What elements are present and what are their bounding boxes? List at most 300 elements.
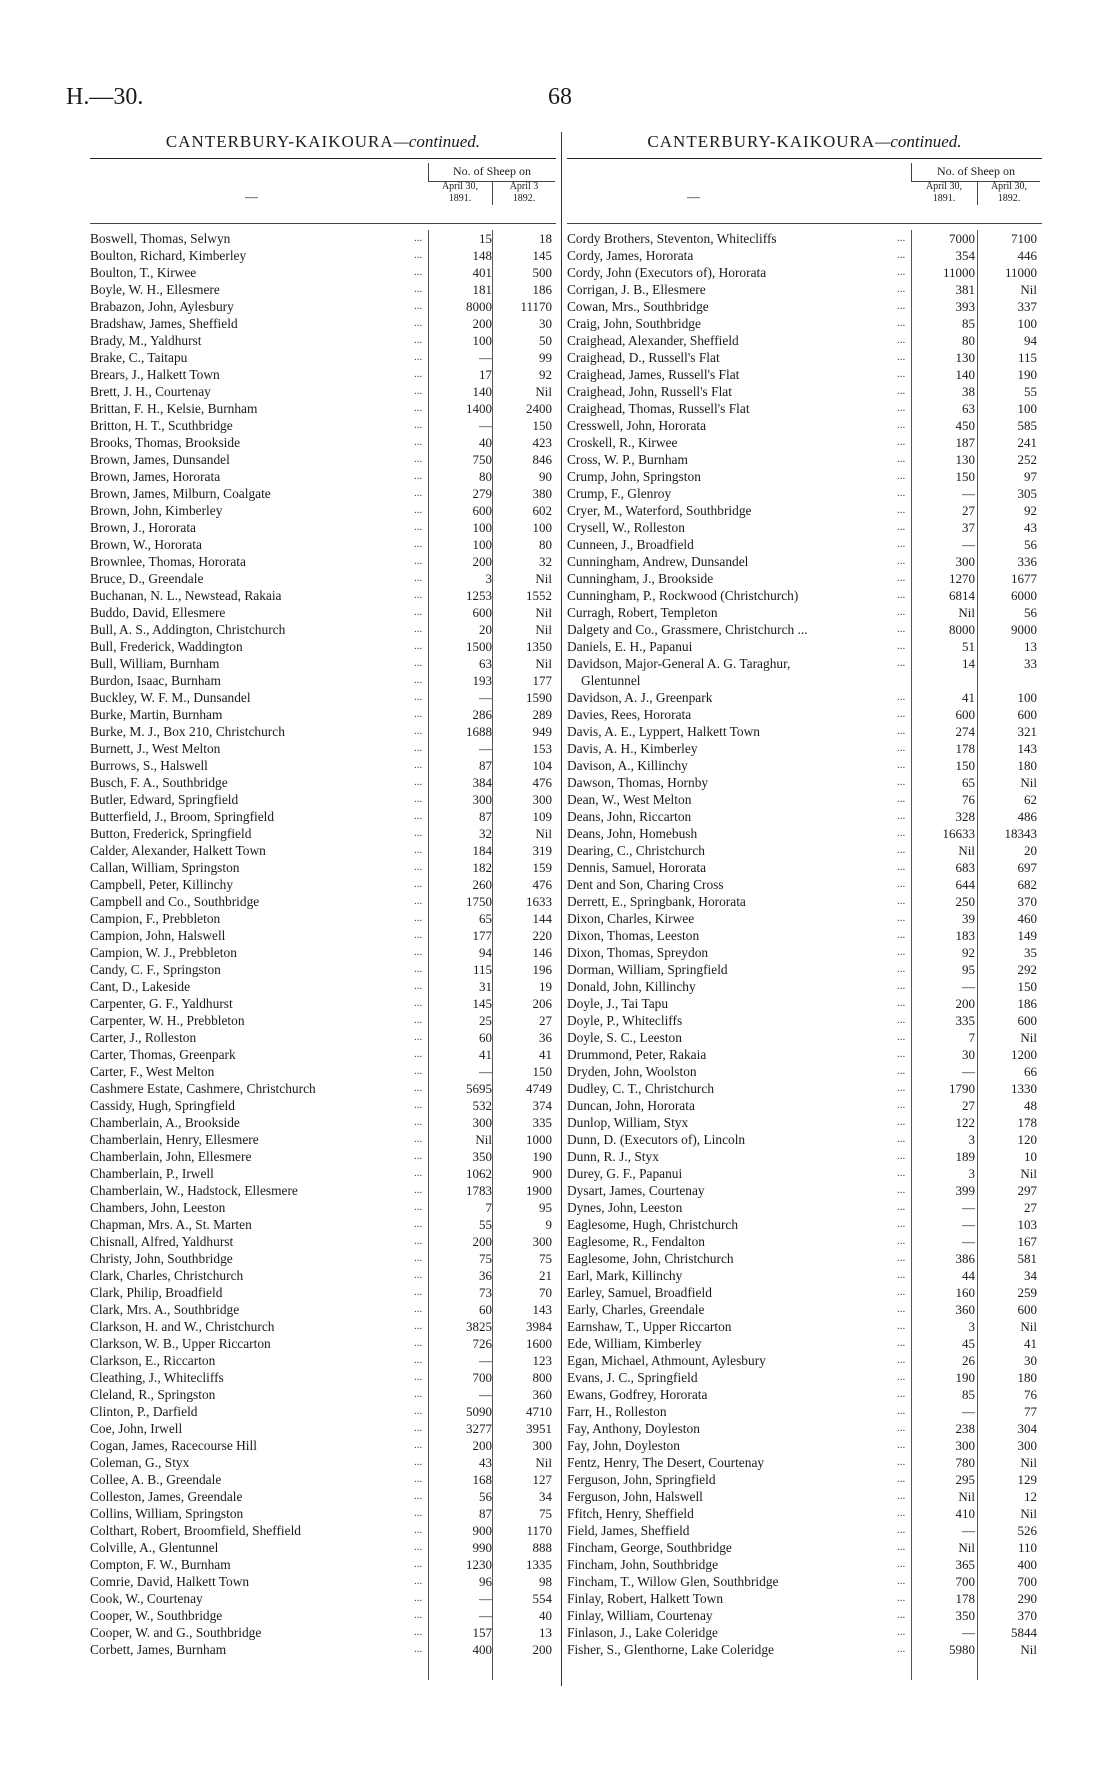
- owner-name: Davison, A., Killinchy: [567, 758, 688, 773]
- owner-name: Dean, W., West Melton: [567, 792, 692, 807]
- owner-name: Dryden, John, Woolston: [567, 1064, 697, 1079]
- sheep-count-1892: 1335: [526, 1557, 552, 1572]
- owner-name: Craighead, James, Russell's Flat: [567, 367, 740, 382]
- right-table-body: [567, 230, 1042, 1658]
- table-row: [567, 1148, 1042, 1165]
- sheep-count-1891: 140: [472, 384, 492, 399]
- sheep-count-1891: 200: [472, 1438, 492, 1453]
- leader-dots: ...: [897, 623, 906, 635]
- sheep-count-1891: —: [962, 1234, 975, 1249]
- sheep-count-1892: 3951: [526, 1421, 552, 1436]
- right-column-title: [567, 132, 1042, 156]
- leader-dots: ...: [414, 385, 423, 397]
- table-row: [90, 808, 556, 825]
- table-row: [90, 859, 556, 876]
- sheep-count-1891: 26: [962, 1353, 975, 1368]
- owner-name: Campion, W. J., Prebbleton: [90, 945, 237, 960]
- leader-dots: ...: [897, 793, 906, 805]
- sheep-count-1892: 581: [1017, 1251, 1037, 1266]
- leader-dots: ...: [897, 572, 906, 584]
- leader-dots: ...: [897, 708, 906, 720]
- sheep-count-1891: 5980: [949, 1642, 975, 1657]
- left-col1-header: [428, 181, 492, 205]
- sheep-count-1892: 1633: [526, 894, 552, 909]
- table-row: [567, 1335, 1042, 1352]
- leader-dots: ...: [414, 1167, 423, 1179]
- owner-name: Candy, C. F., Springston: [90, 962, 221, 977]
- sheep-count-1892: 1900: [526, 1183, 552, 1198]
- table-row: [90, 1165, 556, 1182]
- sheep-count-1891: 1783: [466, 1183, 492, 1198]
- sheep-count-1891: —: [962, 486, 975, 501]
- leader-dots: ...: [414, 1507, 423, 1519]
- sheep-count-1891: 73: [479, 1285, 492, 1300]
- leader-dots: ...: [414, 589, 423, 601]
- sheep-count-1891: 27: [962, 503, 975, 518]
- owner-name: Brittan, F. H., Kelsie, Burnham: [90, 401, 258, 416]
- leader-dots: ...: [414, 283, 423, 295]
- left-title-main: CANTERBURY-KAIKOURA: [165, 132, 394, 151]
- sheep-count-1891: 145: [472, 996, 492, 1011]
- sheep-count-1892: 13: [1024, 639, 1037, 654]
- leader-dots: ...: [414, 521, 423, 533]
- sheep-count-1892: Nil: [535, 622, 552, 637]
- sheep-count-1891: 1253: [466, 588, 492, 603]
- sheep-count-1892: 400: [1017, 1557, 1037, 1572]
- sheep-count-1892: 800: [532, 1370, 552, 1385]
- sheep-count-1891: 87: [479, 1506, 492, 1521]
- owner-name: Durey, G. F., Papanui: [567, 1166, 683, 1181]
- owner-name: Davis, A. E., Lyppert, Halkett Town: [567, 724, 760, 739]
- table-row: [567, 587, 1042, 604]
- sheep-count-1892: 554: [532, 1591, 552, 1606]
- sheep-count-1892: 297: [1017, 1183, 1037, 1198]
- table-row: [567, 604, 1042, 621]
- leader-dots: ...: [414, 759, 423, 771]
- sheep-count-1892: 292: [1017, 962, 1037, 977]
- sheep-count-1891: 60: [479, 1302, 492, 1317]
- table-row: [567, 230, 1042, 247]
- table-row: [567, 978, 1042, 995]
- table-row: [567, 1590, 1042, 1607]
- owner-name: Clarkson, E., Riccarton: [90, 1353, 216, 1368]
- owner-name: Colleston, James, Greendale: [90, 1489, 243, 1504]
- sheep-count-1892: 18343: [1004, 826, 1037, 841]
- table-row: [90, 366, 556, 383]
- table-row: [567, 519, 1042, 536]
- sheep-count-1891: 85: [962, 316, 975, 331]
- sheep-count-1892: 6000: [1011, 588, 1037, 603]
- sheep-count-1891: 386: [955, 1251, 975, 1266]
- owner-name: Brown, James, Dunsandel: [90, 452, 230, 467]
- table-row: [567, 910, 1042, 927]
- sheep-count-1891: 96: [479, 1574, 492, 1589]
- sheep-count-1891: 187: [955, 435, 975, 450]
- table-row: [90, 553, 556, 570]
- table-row: [90, 332, 556, 349]
- sheep-count-1891: 27: [962, 1098, 975, 1113]
- sheep-count-1892: 300: [532, 792, 552, 807]
- sheep-count-1891: 30: [962, 1047, 975, 1062]
- leader-dots: ...: [897, 419, 906, 431]
- table-row: [90, 995, 556, 1012]
- owner-name: Brears, J., Halkett Town: [90, 367, 220, 382]
- sheep-count-1892: 62: [1024, 792, 1037, 807]
- owner-name: Chamberlain, Henry, Ellesmere: [90, 1132, 259, 1147]
- owner-name: Carter, F., West Melton: [90, 1064, 215, 1079]
- table-row: [567, 1454, 1042, 1471]
- sheep-count-1891: 39: [962, 911, 975, 926]
- leader-dots: ...: [414, 1269, 423, 1281]
- owner-name: Collee, A. B., Greendale: [90, 1472, 222, 1487]
- owner-name: Cant, D., Lakeside: [90, 979, 191, 994]
- table-row: [90, 400, 556, 417]
- sheep-count-1892: 75: [539, 1506, 552, 1521]
- leader-dots: ...: [897, 1048, 906, 1060]
- owner-name: Brett, J. H., Courtenay: [90, 384, 211, 399]
- sheep-count-1892: 11170: [520, 299, 552, 314]
- sheep-count-1892: Nil: [1020, 1642, 1037, 1657]
- owner-name: Cook, W., Courtenay: [90, 1591, 203, 1606]
- sheep-count-1891: 14: [962, 656, 975, 671]
- sheep-count-1892: 252: [1017, 452, 1037, 467]
- leader-dots: ...: [414, 572, 423, 584]
- leader-dots: ...: [897, 929, 906, 941]
- sheep-count-1892: 700: [1017, 1574, 1037, 1589]
- sheep-count-1891: 238: [955, 1421, 975, 1436]
- sheep-count-1891: 7: [968, 1030, 975, 1045]
- table-row: [90, 1403, 556, 1420]
- sheep-count-1892: 92: [539, 367, 552, 382]
- sheep-count-1892: 143: [1017, 741, 1037, 756]
- owner-name: Brabazon, John, Aylesbury: [90, 299, 234, 314]
- owner-name: Clark, Charles, Christchurch: [90, 1268, 244, 1283]
- sheep-count-1892: 104: [532, 758, 552, 773]
- leader-dots: ...: [897, 1201, 906, 1213]
- table-row: [90, 247, 556, 264]
- sheep-count-1892: 300: [1017, 1438, 1037, 1453]
- table-row: [90, 1114, 556, 1131]
- table-row: [567, 1063, 1042, 1080]
- owner-name: Cooper, W. and G., Southbridge: [90, 1625, 262, 1640]
- leader-dots: ...: [897, 555, 906, 567]
- owner-name: Fisher, S., Glenthorne, Lake Coleridge: [567, 1642, 774, 1657]
- owner-name: Earnshaw, T., Upper Riccarton: [567, 1319, 732, 1334]
- sheep-count-1892: 600: [1017, 1302, 1037, 1317]
- sheep-count-1892: 374: [532, 1098, 552, 1113]
- leader-dots: ...: [414, 606, 423, 618]
- leader-dots: ...: [897, 606, 906, 618]
- sheep-count-1892: 1677: [1011, 571, 1037, 586]
- sheep-count-1891: —: [479, 1608, 492, 1623]
- sheep-count-1892: 177: [532, 673, 552, 688]
- table-row: [90, 1318, 556, 1335]
- leader-dots: ...: [897, 1167, 906, 1179]
- sheep-count-1892: 7100: [1011, 231, 1037, 246]
- sheep-count-1892: 446: [1017, 248, 1037, 263]
- leader-dots: ...: [414, 827, 423, 839]
- leader-dots: ...: [414, 317, 423, 329]
- right-title-main: CANTERBURY-KAIKOURA: [647, 132, 876, 151]
- sheep-count-1892: 370: [1017, 1608, 1037, 1623]
- sheep-count-1891: 1062: [466, 1166, 492, 1181]
- leader-dots: ...: [414, 402, 423, 414]
- table-row: [90, 1284, 556, 1301]
- sheep-count-1891: 122: [955, 1115, 975, 1130]
- leader-dots: ...: [414, 1116, 423, 1128]
- owner-name: Dynes, John, Leeston: [567, 1200, 683, 1215]
- sheep-count-1892: 304: [1017, 1421, 1037, 1436]
- table-row: [567, 400, 1042, 417]
- sheep-count-1892: 337: [1017, 299, 1037, 314]
- table-row: [90, 298, 556, 315]
- owner-name: Bull, A. S., Addington, Christchurch: [90, 622, 286, 637]
- leader-dots: ...: [897, 1490, 906, 1502]
- owner-name: Eaglesome, John, Christchurch: [567, 1251, 734, 1266]
- leader-dots: ...: [414, 1286, 423, 1298]
- leader-dots: ...: [414, 1031, 423, 1043]
- right-name-column-header: —: [687, 189, 700, 204]
- sheep-count-1892: 34: [1024, 1268, 1037, 1283]
- owner-name: Brooks, Thomas, Brookside: [90, 435, 241, 450]
- table-row: [90, 825, 556, 842]
- sheep-count-1891: 25: [479, 1013, 492, 1028]
- leader-dots: ...: [897, 1388, 906, 1400]
- sheep-count-1891: 36: [479, 1268, 492, 1283]
- sheep-count-1892: 43: [1024, 520, 1037, 535]
- sheep-count-1891: 95: [962, 962, 975, 977]
- owner-name: Colthart, Robert, Broomfield, Sheffield: [90, 1523, 301, 1538]
- sheep-count-1892: Nil: [535, 826, 552, 841]
- sheep-count-1891: 381: [955, 282, 975, 297]
- leader-dots: ...: [414, 1303, 423, 1315]
- table-row: [90, 1148, 556, 1165]
- leader-dots: ...: [414, 1405, 423, 1417]
- table-row: [567, 808, 1042, 825]
- table-row: [90, 689, 556, 706]
- sheep-count-1892: 476: [532, 877, 552, 892]
- leader-dots: ...: [897, 1592, 906, 1604]
- leader-dots: ...: [897, 1150, 906, 1162]
- sheep-count-1892: 150: [532, 418, 552, 433]
- table-row: [567, 1522, 1042, 1539]
- leader-dots: ...: [414, 1643, 423, 1655]
- sheep-count-1892: 1590: [526, 690, 552, 705]
- table-row: [567, 1097, 1042, 1114]
- sheep-count-1891: —: [479, 1387, 492, 1402]
- table-row: [90, 672, 556, 689]
- sheep-count-1892: 9000: [1011, 622, 1037, 637]
- owner-name: Ewans, Godfrey, Hororata: [567, 1387, 708, 1402]
- sheep-count-1891: 80: [962, 333, 975, 348]
- leader-dots: ...: [414, 1371, 423, 1383]
- owner-name: Campbell and Co., Southbridge: [90, 894, 260, 909]
- sheep-count-1892: 75: [539, 1251, 552, 1266]
- owner-name: Crysell, W., Rolleston: [567, 520, 685, 535]
- owner-name: Bradshaw, James, Sheffield: [90, 316, 238, 331]
- owner-name: Burdon, Isaac, Burnham: [90, 673, 221, 688]
- leader-dots: ...: [414, 1490, 423, 1502]
- sheep-count-1891: 183: [955, 928, 975, 943]
- owner-name: Ffitch, Henry, Sheffield: [567, 1506, 694, 1521]
- owner-name: Eaglesome, R., Fendalton: [567, 1234, 705, 1249]
- leader-dots: ...: [414, 1201, 423, 1213]
- sheep-count-1892: Nil: [1020, 1506, 1037, 1521]
- table-row: [90, 1607, 556, 1624]
- leader-dots: ...: [897, 1286, 906, 1298]
- leader-dots: ...: [897, 997, 906, 1009]
- owner-name: Cogan, James, Racecourse Hill: [90, 1438, 257, 1453]
- table-row: [567, 774, 1042, 791]
- owner-name: Glentunnel: [581, 673, 641, 688]
- sheep-count-1892: 33: [1024, 656, 1037, 671]
- table-row: [567, 944, 1042, 961]
- leader-dots: ...: [897, 470, 906, 482]
- table-row: [567, 315, 1042, 332]
- leader-dots: ...: [414, 997, 423, 1009]
- sheep-count-1892: 3984: [526, 1319, 552, 1334]
- sheep-count-1891: 148: [472, 248, 492, 263]
- leader-dots: ...: [897, 861, 906, 873]
- table-row: [567, 332, 1042, 349]
- sheep-count-1892: Nil: [1020, 1166, 1037, 1181]
- owner-name: Dunn, D. (Executors of), Lincoln: [567, 1132, 746, 1147]
- sheep-count-1891: 683: [955, 860, 975, 875]
- sheep-count-1892: 90: [539, 469, 552, 484]
- sheep-count-1891: 335: [955, 1013, 975, 1028]
- document-reference: H.—30.: [66, 84, 144, 110]
- sheep-count-1892: 56: [1024, 537, 1037, 552]
- sheep-count-1891: 150: [955, 758, 975, 773]
- leader-dots: ...: [897, 1643, 906, 1655]
- leader-dots: ...: [414, 929, 423, 941]
- owner-name: Drummond, Peter, Rakaia: [567, 1047, 707, 1062]
- sheep-count-1892: Nil: [1020, 1030, 1037, 1045]
- owner-name: Finlay, Robert, Halkett Town: [567, 1591, 724, 1606]
- leader-dots: ...: [414, 1592, 423, 1604]
- sheep-count-1891: 200: [472, 316, 492, 331]
- sheep-count-1892: 149: [1017, 928, 1037, 943]
- sheep-count-1891: 41: [479, 1047, 492, 1062]
- leader-dots: ...: [897, 1082, 906, 1094]
- sheep-count-1892: 5844: [1011, 1625, 1037, 1640]
- owner-name: Doyle, P., Whitecliffs: [567, 1013, 683, 1028]
- table-row: [567, 1573, 1042, 1590]
- sheep-count-1892: 109: [532, 809, 552, 824]
- owner-name: Craig, John, Southbridge: [567, 316, 701, 331]
- leader-dots: ...: [897, 504, 906, 516]
- sheep-count-1891: 780: [955, 1455, 975, 1470]
- sheep-count-1891: 63: [962, 401, 975, 416]
- owner-name: Christy, John, Southbridge: [90, 1251, 233, 1266]
- leader-dots: ...: [897, 1303, 906, 1315]
- sheep-count-1892: 41: [1024, 1336, 1037, 1351]
- sheep-count-1891: 177: [472, 928, 492, 943]
- leader-dots: ...: [897, 1439, 906, 1451]
- owner-name: Clarkson, W. B., Upper Riccarton: [90, 1336, 271, 1351]
- leader-dots: ...: [414, 436, 423, 448]
- right-group-label: No. of Sheep on: [912, 163, 1040, 182]
- sheep-count-1891: 400: [472, 1642, 492, 1657]
- owner-name: Cleland, R., Springston: [90, 1387, 216, 1402]
- left-column: [90, 132, 556, 1658]
- table-row: [90, 927, 556, 944]
- table-row: [567, 383, 1042, 400]
- sheep-count-1891: 700: [472, 1370, 492, 1385]
- sheep-count-1891: 100: [472, 520, 492, 535]
- sheep-count-1892: 120: [1017, 1132, 1037, 1147]
- sheep-count-1891: 130: [955, 350, 975, 365]
- leader-dots: ...: [897, 1133, 906, 1145]
- leader-dots: ...: [897, 1065, 906, 1077]
- table-row: [90, 281, 556, 298]
- table-row: [90, 349, 556, 366]
- sheep-count-1892: 697: [1017, 860, 1037, 875]
- owner-name: Fincham, George, Southbridge: [567, 1540, 732, 1555]
- sheep-count-1891: 15: [479, 231, 492, 246]
- sheep-count-1891: 41: [962, 690, 975, 705]
- table-row: [90, 1352, 556, 1369]
- owner-name: Butterfield, J., Broom, Springfield: [90, 809, 275, 824]
- sheep-count-1892: 900: [532, 1166, 552, 1181]
- sheep-count-1892: 1600: [526, 1336, 552, 1351]
- sheep-count-1891: Nil: [475, 1132, 492, 1147]
- leader-dots: ...: [414, 980, 423, 992]
- table-row: [90, 910, 556, 927]
- leader-dots: ...: [897, 300, 906, 312]
- sheep-count-1892: 1170: [526, 1523, 552, 1538]
- table-row: [90, 434, 556, 451]
- table-row: [90, 264, 556, 281]
- sheep-count-1892: 100: [1017, 316, 1037, 331]
- sheep-count-1891: 3: [968, 1166, 975, 1181]
- sheep-count-1891: —: [962, 1523, 975, 1538]
- leader-dots: ...: [414, 1184, 423, 1196]
- table-row: [567, 1182, 1042, 1199]
- sheep-count-1892: 460: [1017, 911, 1037, 926]
- sheep-count-1892: 220: [532, 928, 552, 943]
- sheep-count-1892: 600: [1017, 1013, 1037, 1028]
- table-row: [567, 706, 1042, 723]
- sheep-count-1892: 144: [532, 911, 552, 926]
- sheep-count-1891: 401: [472, 265, 492, 280]
- owner-name: Cordy, James, Hororata: [567, 248, 694, 263]
- table-row: [90, 1335, 556, 1352]
- owner-name: Daniels, E. H., Papanui: [567, 639, 693, 654]
- leader-dots: ...: [897, 742, 906, 754]
- table-row: [567, 638, 1042, 655]
- sheep-count-1891: 295: [955, 1472, 975, 1487]
- left-name-column-header: —: [245, 189, 258, 204]
- owner-name: Craighead, Thomas, Russell's Flat: [567, 401, 750, 416]
- owner-name: Corbett, James, Burnham: [90, 1642, 227, 1657]
- owner-name: Boulton, T., Kirwee: [90, 265, 197, 280]
- owner-name: Buddo, David, Ellesmere: [90, 605, 226, 620]
- table-row: [567, 1233, 1042, 1250]
- table-row: [567, 1369, 1042, 1386]
- table-row: [567, 264, 1042, 281]
- owner-name: Davidson, Major-General A. G. Taraghur,: [567, 656, 791, 671]
- leader-dots: ...: [897, 827, 906, 839]
- sheep-count-1891: 5090: [466, 1404, 492, 1419]
- table-row: [567, 1352, 1042, 1369]
- sheep-count-1891: —: [962, 1625, 975, 1640]
- owner-name: Earley, Samuel, Broadfield: [567, 1285, 712, 1300]
- owner-name: Chisnall, Alfred, Yaldhurst: [90, 1234, 234, 1249]
- table-row: [567, 1046, 1042, 1063]
- leader-dots: ...: [897, 1473, 906, 1485]
- sheep-count-1891: 1750: [466, 894, 492, 909]
